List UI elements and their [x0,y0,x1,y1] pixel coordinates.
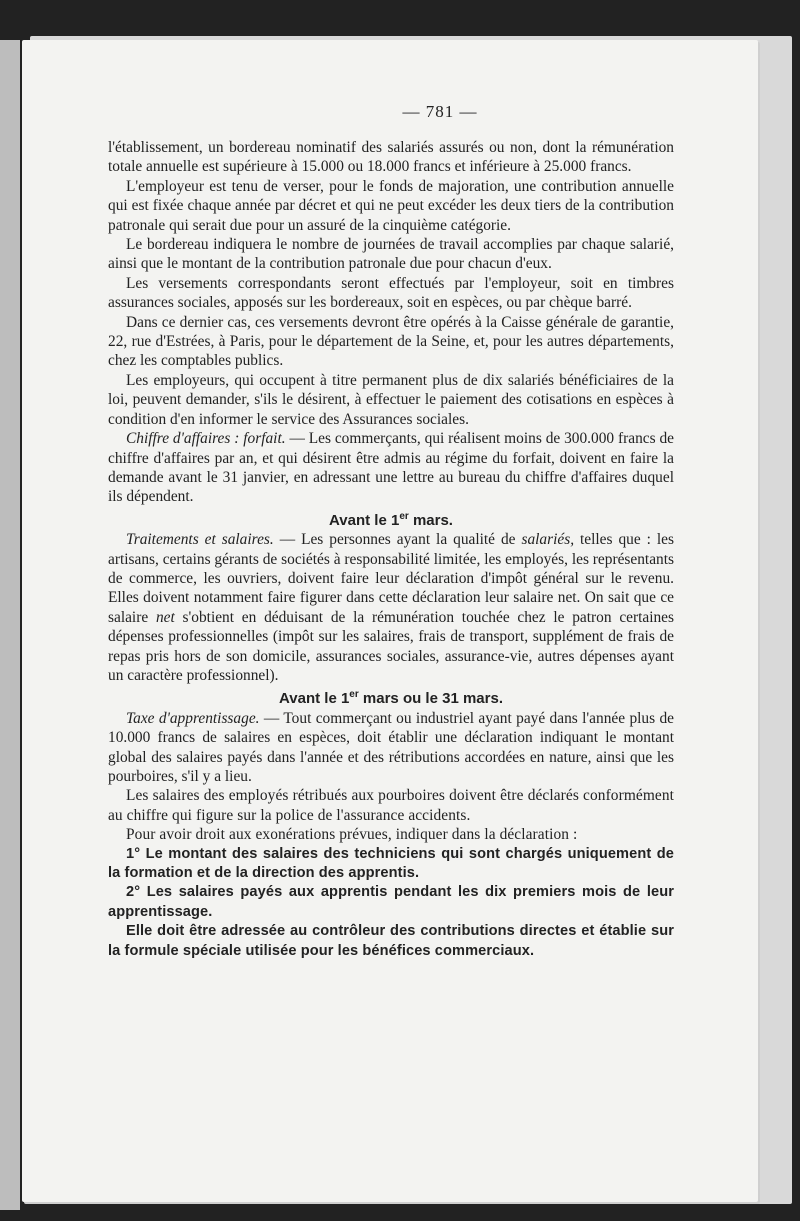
page-body [108,138,674,961]
paragraph: L'employeur est tenu de verser, pour le fonds de majoration, une contribution annuelle qui est fixée chaque année par décret et qui ne peut excéder les deux tiers de la contribution patronale qui serait due pour un assuré de la cinquième catégorie. [108,177,674,234]
list-item: 1° Le montant des salaires des techniciens qui sont chargés uniquement de la formation et de la direction des apprentis. [108,845,674,882]
previous-page-edge [0,40,20,1210]
paragraph: l'établissement, un bordereau nominatif des salariés assurés ou non, dont la rémunération totale annuelle est supérieure à 15.000 ou 18.000 francs et inférieure à 25.000 francs. [108,139,674,176]
apprentissage-title: Taxe d'apprentissage. [126,709,260,727]
paragraph: Pour avoir droit aux exonérations prévues, indiquer dans la déclaration : [126,826,578,844]
forfait-paragraph [108,429,674,507]
forfait-title: Chiffre d'affaires : forfait. [126,430,286,448]
paragraph: Dans ce dernier cas, ces versements devront être opérés à la Caisse générale de garantie, 22, rue d'Estrées, à Paris, pour le département de la Seine, et, pour les autres départements, chez les comptables publics. [108,313,674,370]
traitements-title: Traitements et salaires. [126,531,274,549]
bold-section [108,786,674,961]
document-page [22,40,758,1202]
traitements-paragraph: Traitements et salaires. — Les personnes ayant la qualité de salariés, telles que : les artisans, certains gérants de sociétés à responsabilité limitée, les employés, les représentants de commerce, les ouvriers, doivent faire leur déclaration d'impôt général sur le revenu. Elles doivent notamment faire figurer dans cette déclaration leur salaire net. On sait que ce salaire net s'obtient en déduisant de la rémunération touchée chez le patron certaines dépenses professionnelles (impôt sur les salaires, frais de transport, supplément de frais de repas pris hors de son domicile, assurances sociales, assurance-vie, autres dépenses ayant un caractère professionnel). [108,531,674,684]
forfait-text: — Les commerçants, qui réalisent moins de 300.000 francs de chiffre d'affaires par an, et qui désirent être admis au régime du forfait, doivent en faire la demande avant le 31 janvier, en adressant une lettre au bureau du chiffre d'affaires duquel ils dépendent. [108,430,674,506]
section-heading-31-mars: Avant le 1er mars ou le 31 mars. [278,689,503,708]
apprentissage-paragraph: Taxe d'apprentissage. — Tout commerçant ou industriel ayant payé dans l'année plus de 10.000 francs de salaires en espèces, doit établir une déclaration indiquant le montant global des salaires payés dans l'année et des rétributions accordées en nature, ainsi que les pourboires, s'il y a lieu. [108,709,674,785]
section-heading-1er-mars: Avant le 1er mars. [329,510,453,529]
page-number: — 781 — [402,102,478,121]
paragraph: Le bordereau indiquera le nombre de journées de travail accomplies par chaque salarié, ainsi que le montant de la contribution patronale due pour chacun d'eux. [108,236,674,273]
list-item: 2° Les salaires payés aux apprentis pendant les dix premiers mois de leur apprentissage. [108,884,674,920]
paragraph: Elle doit être adressée au contrôleur des contributions directes et établie sur la formule spéciale utilisée pour les bénéfices commerciaux. [108,923,674,959]
paragraph: Les salaires des employés rétribués aux pourboires doivent être déclarés conformément au chiffre qui figure sur la police de l'assurance accidents. [108,787,674,824]
paragraph: Les versements correspondants seront effectués par l'employeur, soit en timbres assurances sociales, apposés sur les bordereaux, soit en espèces, ou par chèque barré. [108,274,674,312]
paragraph: Les employeurs, qui occupent à titre permanent plus de dix salariés bénéficiaires de la loi, peuvent demander, s'ils le désirent, à effectuer le paiement des cotisations en espèces à condition d'en informer le service des Assurances sociales. [108,371,674,428]
